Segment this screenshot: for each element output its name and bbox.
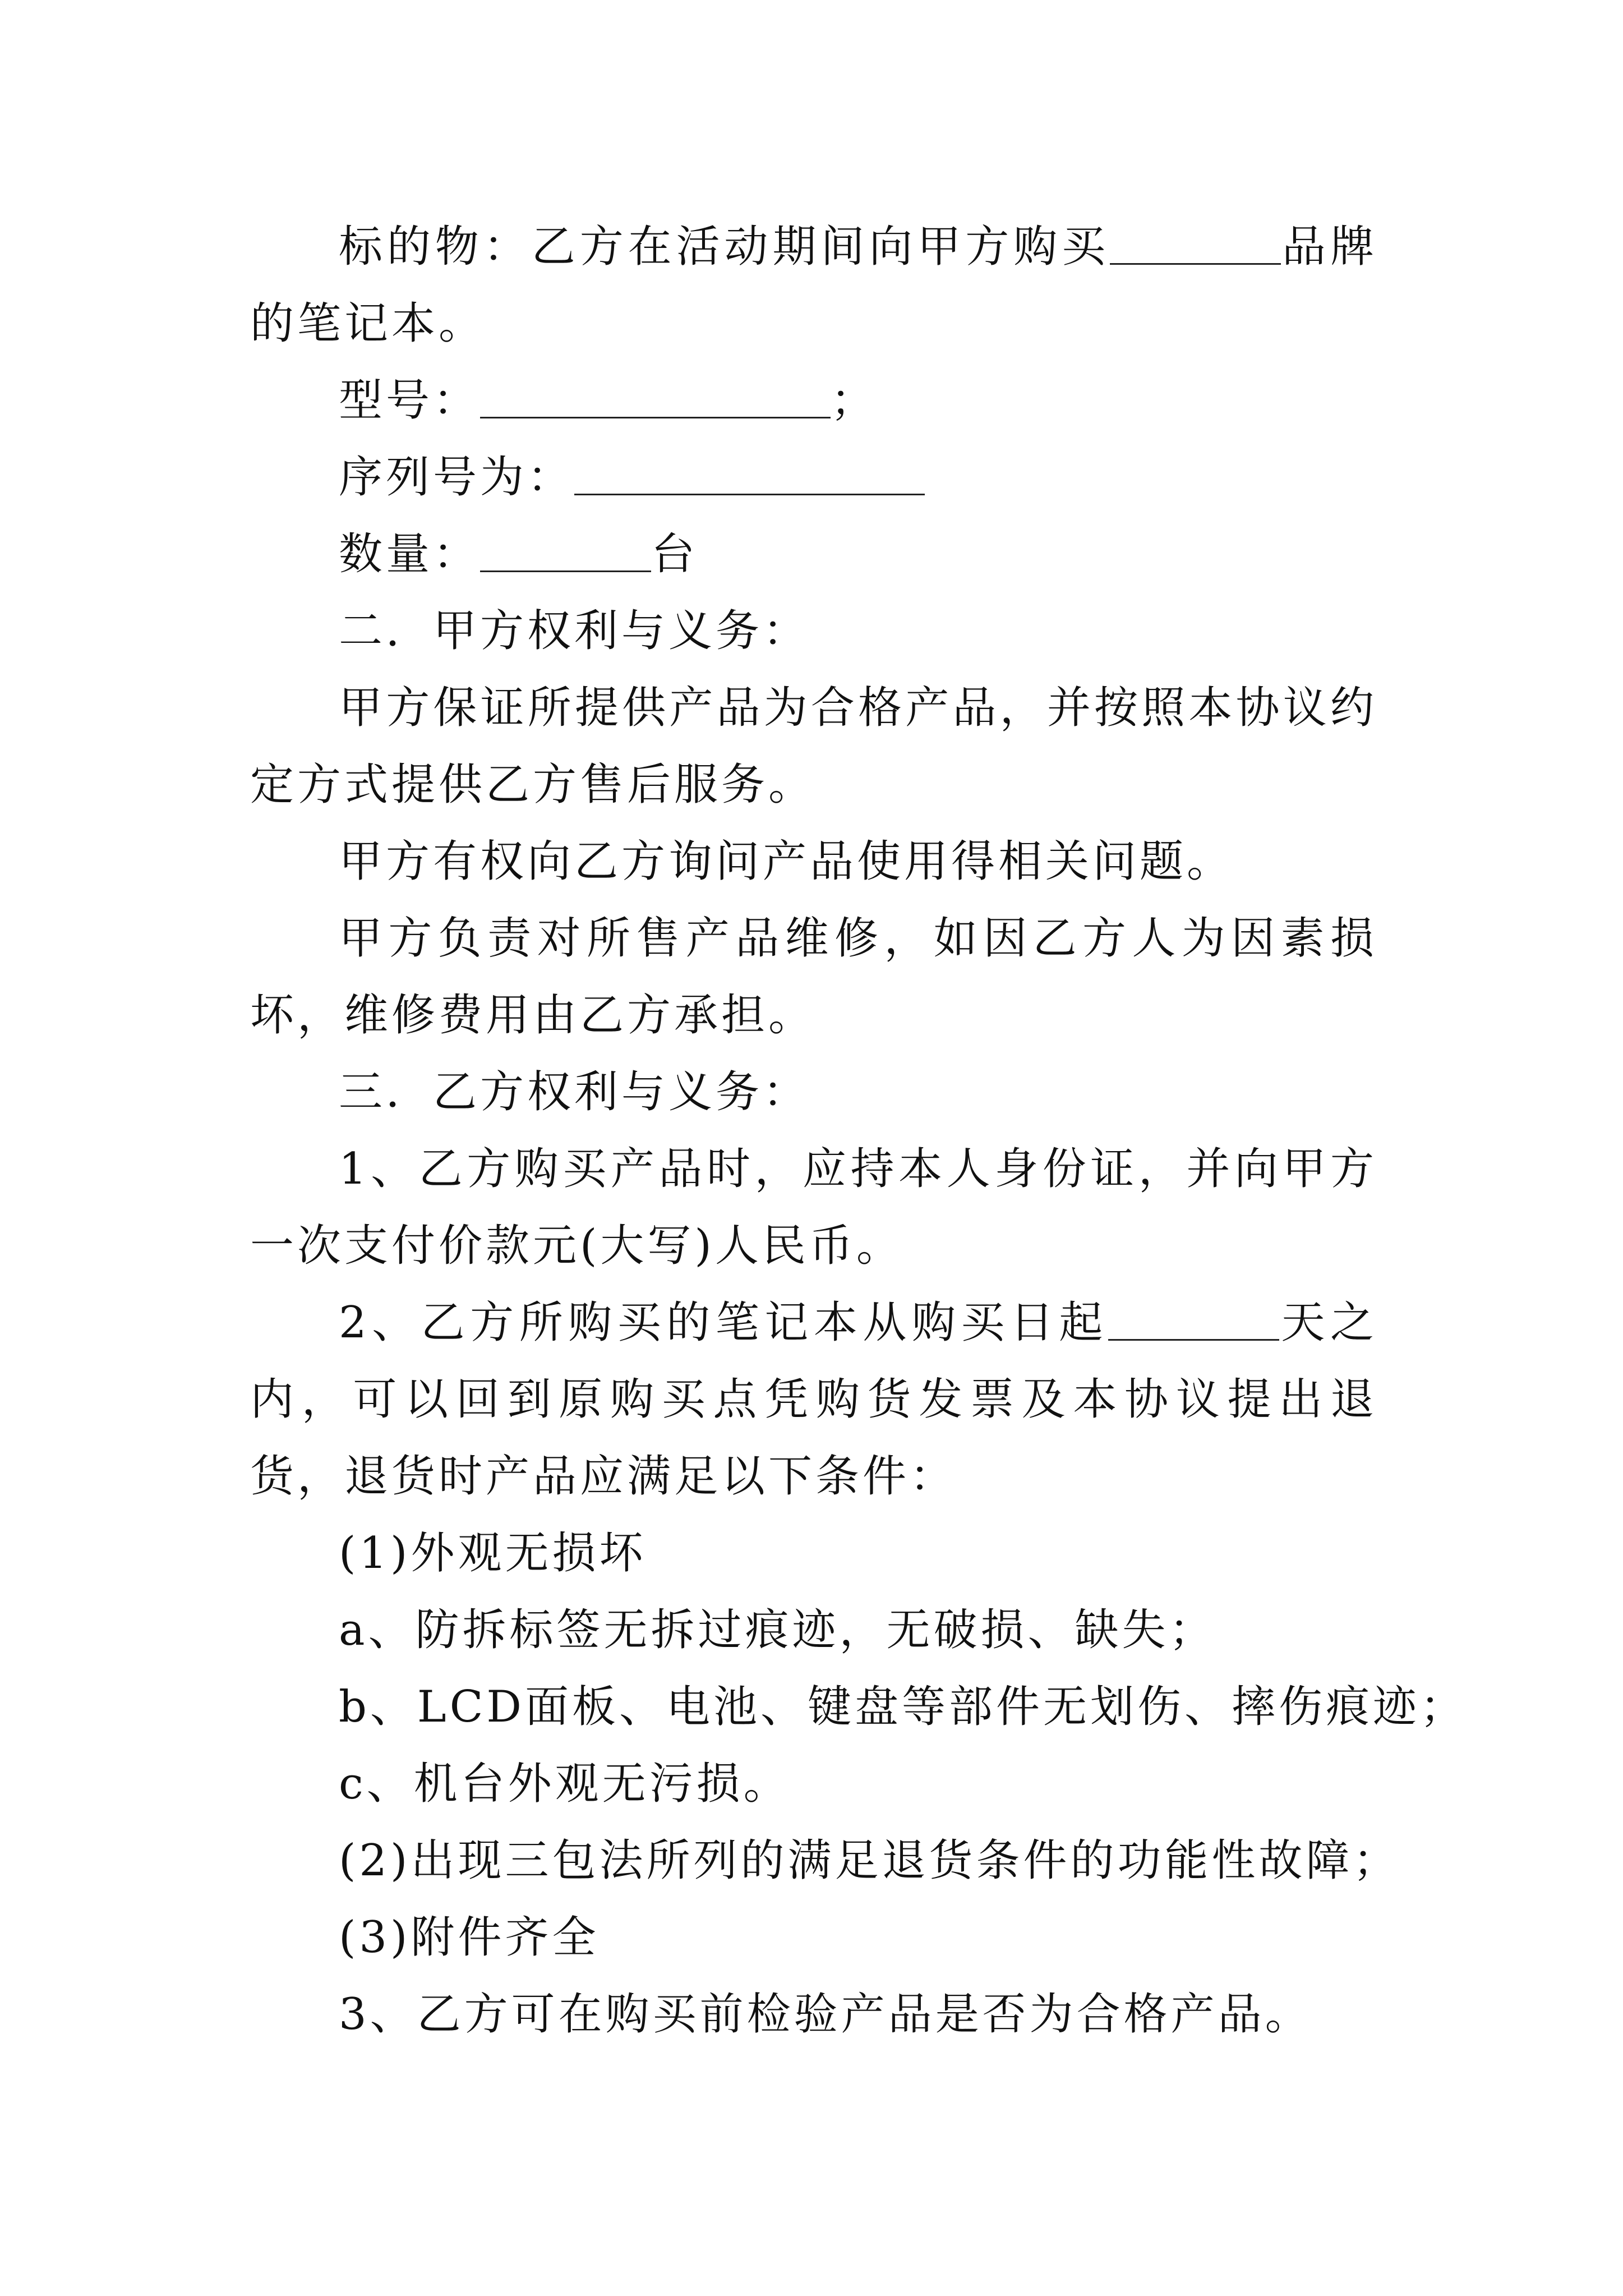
subject-matter-paragraph	[250, 209, 1377, 362]
condition-c: c、机台外观无污损。	[339, 1759, 791, 1809]
condition-a: a、防拆标签无拆过痕迹，无破损、缺失；	[339, 1605, 1216, 1655]
serial-blank	[574, 449, 925, 495]
condition-appearance: (1)外观无损坏	[339, 1528, 647, 1579]
model-blank	[480, 372, 831, 418]
clause-three-paragraph: 3、乙方可在购买前检验产品是否为合格产品。	[339, 1989, 1312, 2040]
days-blank	[1108, 1294, 1279, 1341]
serial-paragraph	[250, 439, 1377, 516]
clause-two-paragraph	[250, 1285, 1377, 1515]
quantity-blank	[480, 526, 651, 572]
condition-accessories: (3)附件齐全	[339, 1912, 600, 1963]
party-a-inquiry-paragraph: 甲方有权向乙方询问产品使用得相关问题。	[339, 836, 1234, 887]
section-two-heading: 二．甲方权利与义务：	[339, 606, 810, 656]
model-semicolon: ；	[831, 375, 878, 426]
model-label: 型号：	[339, 375, 481, 426]
quantity-paragraph	[250, 516, 1377, 593]
serial-label: 序列号为：	[339, 452, 575, 503]
subject-matter-text: 标的物：乙方在活动期间向甲方购买	[339, 222, 1110, 272]
party-a-guarantee-paragraph: 甲方保证所提供产品为合格产品，并按照本协议约定方式提供乙方售后服务。	[250, 683, 1377, 810]
condition-b: b、LCD面板、电池、键盘等部件无划伤、摔伤痕迹；	[339, 1682, 1467, 1732]
clause-two-text: 2、乙方所购买的笔记本从购买日起	[339, 1297, 1108, 1348]
model-paragraph	[250, 362, 1377, 439]
quantity-label: 数量：	[339, 529, 481, 579]
subject-matter-text-end: 品牌的笔记本。	[250, 222, 1377, 349]
section-three-heading: 三．乙方权利与义务：	[339, 1067, 810, 1117]
clause-two-text-end: 天之内，可以回到原购买点凭购货发票及本协议提出退货，退货时产品应满足以下条件：	[250, 1297, 1377, 1502]
brand-blank	[1110, 218, 1281, 265]
clause-one-paragraph: 1、乙方购买产品时，应持本人身份证，并向甲方一次支付价款元(大写)人民币。	[250, 1144, 1377, 1271]
quantity-unit: 台	[651, 529, 699, 579]
party-a-repair-paragraph: 甲方负责对所售产品维修，如因乙方人为因素损坏，维修费用由乙方承担。	[250, 913, 1377, 1041]
contract-body	[250, 209, 1467, 2053]
condition-fault: (2)出现三包法所列的满足退货条件的功能性故障；	[339, 1835, 1400, 1886]
